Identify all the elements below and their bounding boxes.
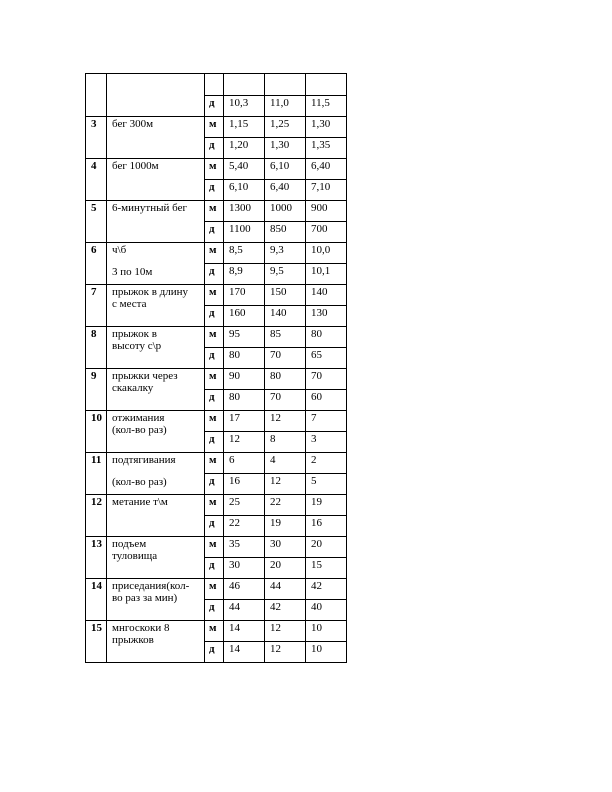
value-cell: 140 [306, 285, 347, 306]
value-cell: 150 [265, 285, 306, 306]
exercise-number-cell: 9 [86, 369, 107, 411]
value-cell: 44 [224, 600, 265, 621]
value-cell: 6,40 [265, 180, 306, 201]
sex-cell: м [205, 495, 224, 516]
value-cell: 1,35 [306, 138, 347, 159]
exercise-name-line: 6-минутный бег [112, 202, 187, 214]
value-cell: 5 [306, 474, 347, 495]
sex-cell: м [205, 579, 224, 600]
exercise-name-line: 3 по 10м [112, 266, 153, 278]
exercise-number-cell: 5 [86, 201, 107, 243]
value-cell [306, 74, 347, 96]
value-cell: 1,30 [306, 117, 347, 138]
value-cell: 19 [306, 495, 347, 516]
value-cell: 42 [265, 600, 306, 621]
exercise-name-cell [107, 411, 205, 453]
value-cell: 3 [306, 432, 347, 453]
value-cell: 16 [306, 516, 347, 537]
value-cell: 10,0 [306, 243, 347, 264]
value-cell: 14 [224, 621, 265, 642]
value-cell: 10,3 [224, 96, 265, 117]
value-cell: 7,10 [306, 180, 347, 201]
sex-cell: д [205, 474, 224, 495]
exercise-name-cell [107, 537, 205, 579]
value-cell: 10 [306, 621, 347, 642]
sex-cell: д [205, 390, 224, 411]
value-cell: 44 [265, 579, 306, 600]
exercise-number-cell [86, 74, 107, 117]
value-cell: 46 [224, 579, 265, 600]
sex-cell: д [205, 138, 224, 159]
value-cell: 9,3 [265, 243, 306, 264]
value-cell: 11,5 [306, 96, 347, 117]
value-cell: 65 [306, 348, 347, 369]
sex-cell: д [205, 600, 224, 621]
table-row [86, 327, 347, 348]
exercise-number-cell: 7 [86, 285, 107, 327]
sex-cell: м [205, 201, 224, 222]
exercise-name-line: прыжки через [112, 370, 178, 382]
value-cell: 16 [224, 474, 265, 495]
exercise-name-cell [107, 201, 205, 243]
exercise-name-line: мнгоскоки 8 [112, 622, 170, 634]
exercise-name-cell [107, 74, 205, 117]
value-cell: 12 [265, 411, 306, 432]
exercise-name-line: отжимания [112, 412, 165, 424]
sex-cell: м [205, 621, 224, 642]
value-cell: 6,40 [306, 159, 347, 180]
value-cell: 4 [265, 453, 306, 474]
table-row [86, 201, 347, 222]
value-cell: 170 [224, 285, 265, 306]
exercise-name-cell [107, 621, 205, 663]
value-cell: 12 [265, 474, 306, 495]
exercise-name-line: высоту с\р [112, 340, 162, 352]
sex-cell: м [205, 243, 224, 264]
exercise-number-cell: 12 [86, 495, 107, 537]
exercise-name-cell [107, 369, 205, 411]
sex-cell [205, 74, 224, 96]
sex-cell: д [205, 222, 224, 243]
sex-cell: д [205, 432, 224, 453]
sex-cell: д [205, 642, 224, 663]
exercise-name-line: ч\б [112, 244, 127, 256]
table-row [86, 285, 347, 306]
value-cell: 8,9 [224, 264, 265, 285]
value-cell: 80 [265, 369, 306, 390]
exercise-name-line: бег 300м [112, 118, 154, 130]
value-cell: 8,5 [224, 243, 265, 264]
value-cell: 19 [265, 516, 306, 537]
value-cell: 14 [224, 642, 265, 663]
exercise-name-cell [107, 243, 205, 285]
exercise-name-line: бег 1000м [112, 160, 159, 172]
sex-cell: м [205, 369, 224, 390]
value-cell [224, 74, 265, 96]
value-cell: 22 [224, 516, 265, 537]
value-cell: 900 [306, 201, 347, 222]
value-cell: 9,5 [265, 264, 306, 285]
value-cell: 30 [224, 558, 265, 579]
exercise-name-line: подъем [112, 538, 147, 550]
value-cell: 5,40 [224, 159, 265, 180]
exercise-number-cell: 14 [86, 579, 107, 621]
exercise-number-cell: 8 [86, 327, 107, 369]
value-cell: 11,0 [265, 96, 306, 117]
norms-table [85, 73, 347, 663]
table-row [86, 453, 347, 474]
exercise-number-cell: 10 [86, 411, 107, 453]
sex-cell: д [205, 264, 224, 285]
exercise-name-cell [107, 579, 205, 621]
value-cell: 1,30 [265, 138, 306, 159]
exercise-name-line: скакалку [112, 382, 154, 394]
value-cell: 12 [265, 621, 306, 642]
sex-cell: м [205, 411, 224, 432]
exercise-name-line: туловища [112, 550, 158, 562]
table-row [86, 495, 347, 516]
sex-cell: м [205, 327, 224, 348]
exercise-name-line: во раз за мин) [112, 592, 178, 604]
value-cell: 6,10 [265, 159, 306, 180]
value-cell: 130 [306, 306, 347, 327]
value-cell: 70 [265, 348, 306, 369]
value-cell: 160 [224, 306, 265, 327]
exercise-name-line: прыжок в [112, 328, 157, 340]
value-cell: 90 [224, 369, 265, 390]
value-cell: 12 [265, 642, 306, 663]
norms-table-body [86, 74, 347, 663]
value-cell: 20 [265, 558, 306, 579]
value-cell: 1300 [224, 201, 265, 222]
table-row [86, 411, 347, 432]
sex-cell: д [205, 558, 224, 579]
value-cell: 17 [224, 411, 265, 432]
sex-cell: м [205, 285, 224, 306]
exercise-name-line: (кол-во раз) [112, 424, 167, 436]
sex-cell: д [205, 516, 224, 537]
value-cell: 10 [306, 642, 347, 663]
value-cell: 12 [224, 432, 265, 453]
sex-cell: д [205, 96, 224, 117]
exercise-number-cell: 6 [86, 243, 107, 285]
value-cell: 95 [224, 327, 265, 348]
value-cell: 8 [265, 432, 306, 453]
value-cell: 700 [306, 222, 347, 243]
value-cell: 70 [306, 369, 347, 390]
value-cell: 85 [265, 327, 306, 348]
exercise-name-cell [107, 495, 205, 537]
exercise-number-cell: 3 [86, 117, 107, 159]
value-cell: 6 [224, 453, 265, 474]
value-cell: 7 [306, 411, 347, 432]
table-row [86, 243, 347, 264]
table-row [86, 74, 347, 96]
value-cell: 80 [224, 390, 265, 411]
value-cell: 140 [265, 306, 306, 327]
value-cell [265, 74, 306, 96]
exercise-name-line: подтягивания [112, 454, 176, 466]
value-cell: 850 [265, 222, 306, 243]
table-row [86, 117, 347, 138]
sex-cell: м [205, 453, 224, 474]
sex-cell: м [205, 117, 224, 138]
value-cell: 15 [306, 558, 347, 579]
exercise-name-line: прыжок в длину [112, 286, 189, 298]
exercise-name-line: (кол-во раз) [112, 476, 167, 488]
table-row [86, 579, 347, 600]
value-cell: 80 [306, 327, 347, 348]
exercise-name-cell [107, 285, 205, 327]
exercise-name-line: с места [112, 298, 147, 310]
exercise-name-cell [107, 327, 205, 369]
value-cell: 80 [224, 348, 265, 369]
value-cell: 22 [265, 495, 306, 516]
value-cell: 40 [306, 600, 347, 621]
value-cell: 30 [265, 537, 306, 558]
exercise-name-cell [107, 453, 205, 495]
value-cell: 42 [306, 579, 347, 600]
exercise-name-cell [107, 117, 205, 159]
value-cell: 10,1 [306, 264, 347, 285]
exercise-number-cell: 15 [86, 621, 107, 663]
value-cell: 1000 [265, 201, 306, 222]
exercise-number-cell: 13 [86, 537, 107, 579]
value-cell: 1,25 [265, 117, 306, 138]
sex-cell: м [205, 537, 224, 558]
value-cell: 20 [306, 537, 347, 558]
exercise-name-cell [107, 159, 205, 201]
exercise-number-cell: 4 [86, 159, 107, 201]
table-row [86, 369, 347, 390]
value-cell: 35 [224, 537, 265, 558]
value-cell: 70 [265, 390, 306, 411]
value-cell: 1,20 [224, 138, 265, 159]
sex-cell: д [205, 180, 224, 201]
exercise-name-line: метание т\м [112, 496, 168, 508]
value-cell: 60 [306, 390, 347, 411]
table-row [86, 159, 347, 180]
value-cell: 1,15 [224, 117, 265, 138]
table-row [86, 621, 347, 642]
exercise-name-line: прыжков [112, 634, 154, 646]
value-cell: 1100 [224, 222, 265, 243]
exercise-name-line: приседания(кол- [112, 580, 190, 592]
value-cell: 2 [306, 453, 347, 474]
sex-cell: д [205, 306, 224, 327]
exercise-number-cell: 11 [86, 453, 107, 495]
value-cell: 25 [224, 495, 265, 516]
sex-cell: м [205, 159, 224, 180]
sex-cell: д [205, 348, 224, 369]
value-cell: 6,10 [224, 180, 265, 201]
table-row [86, 537, 347, 558]
